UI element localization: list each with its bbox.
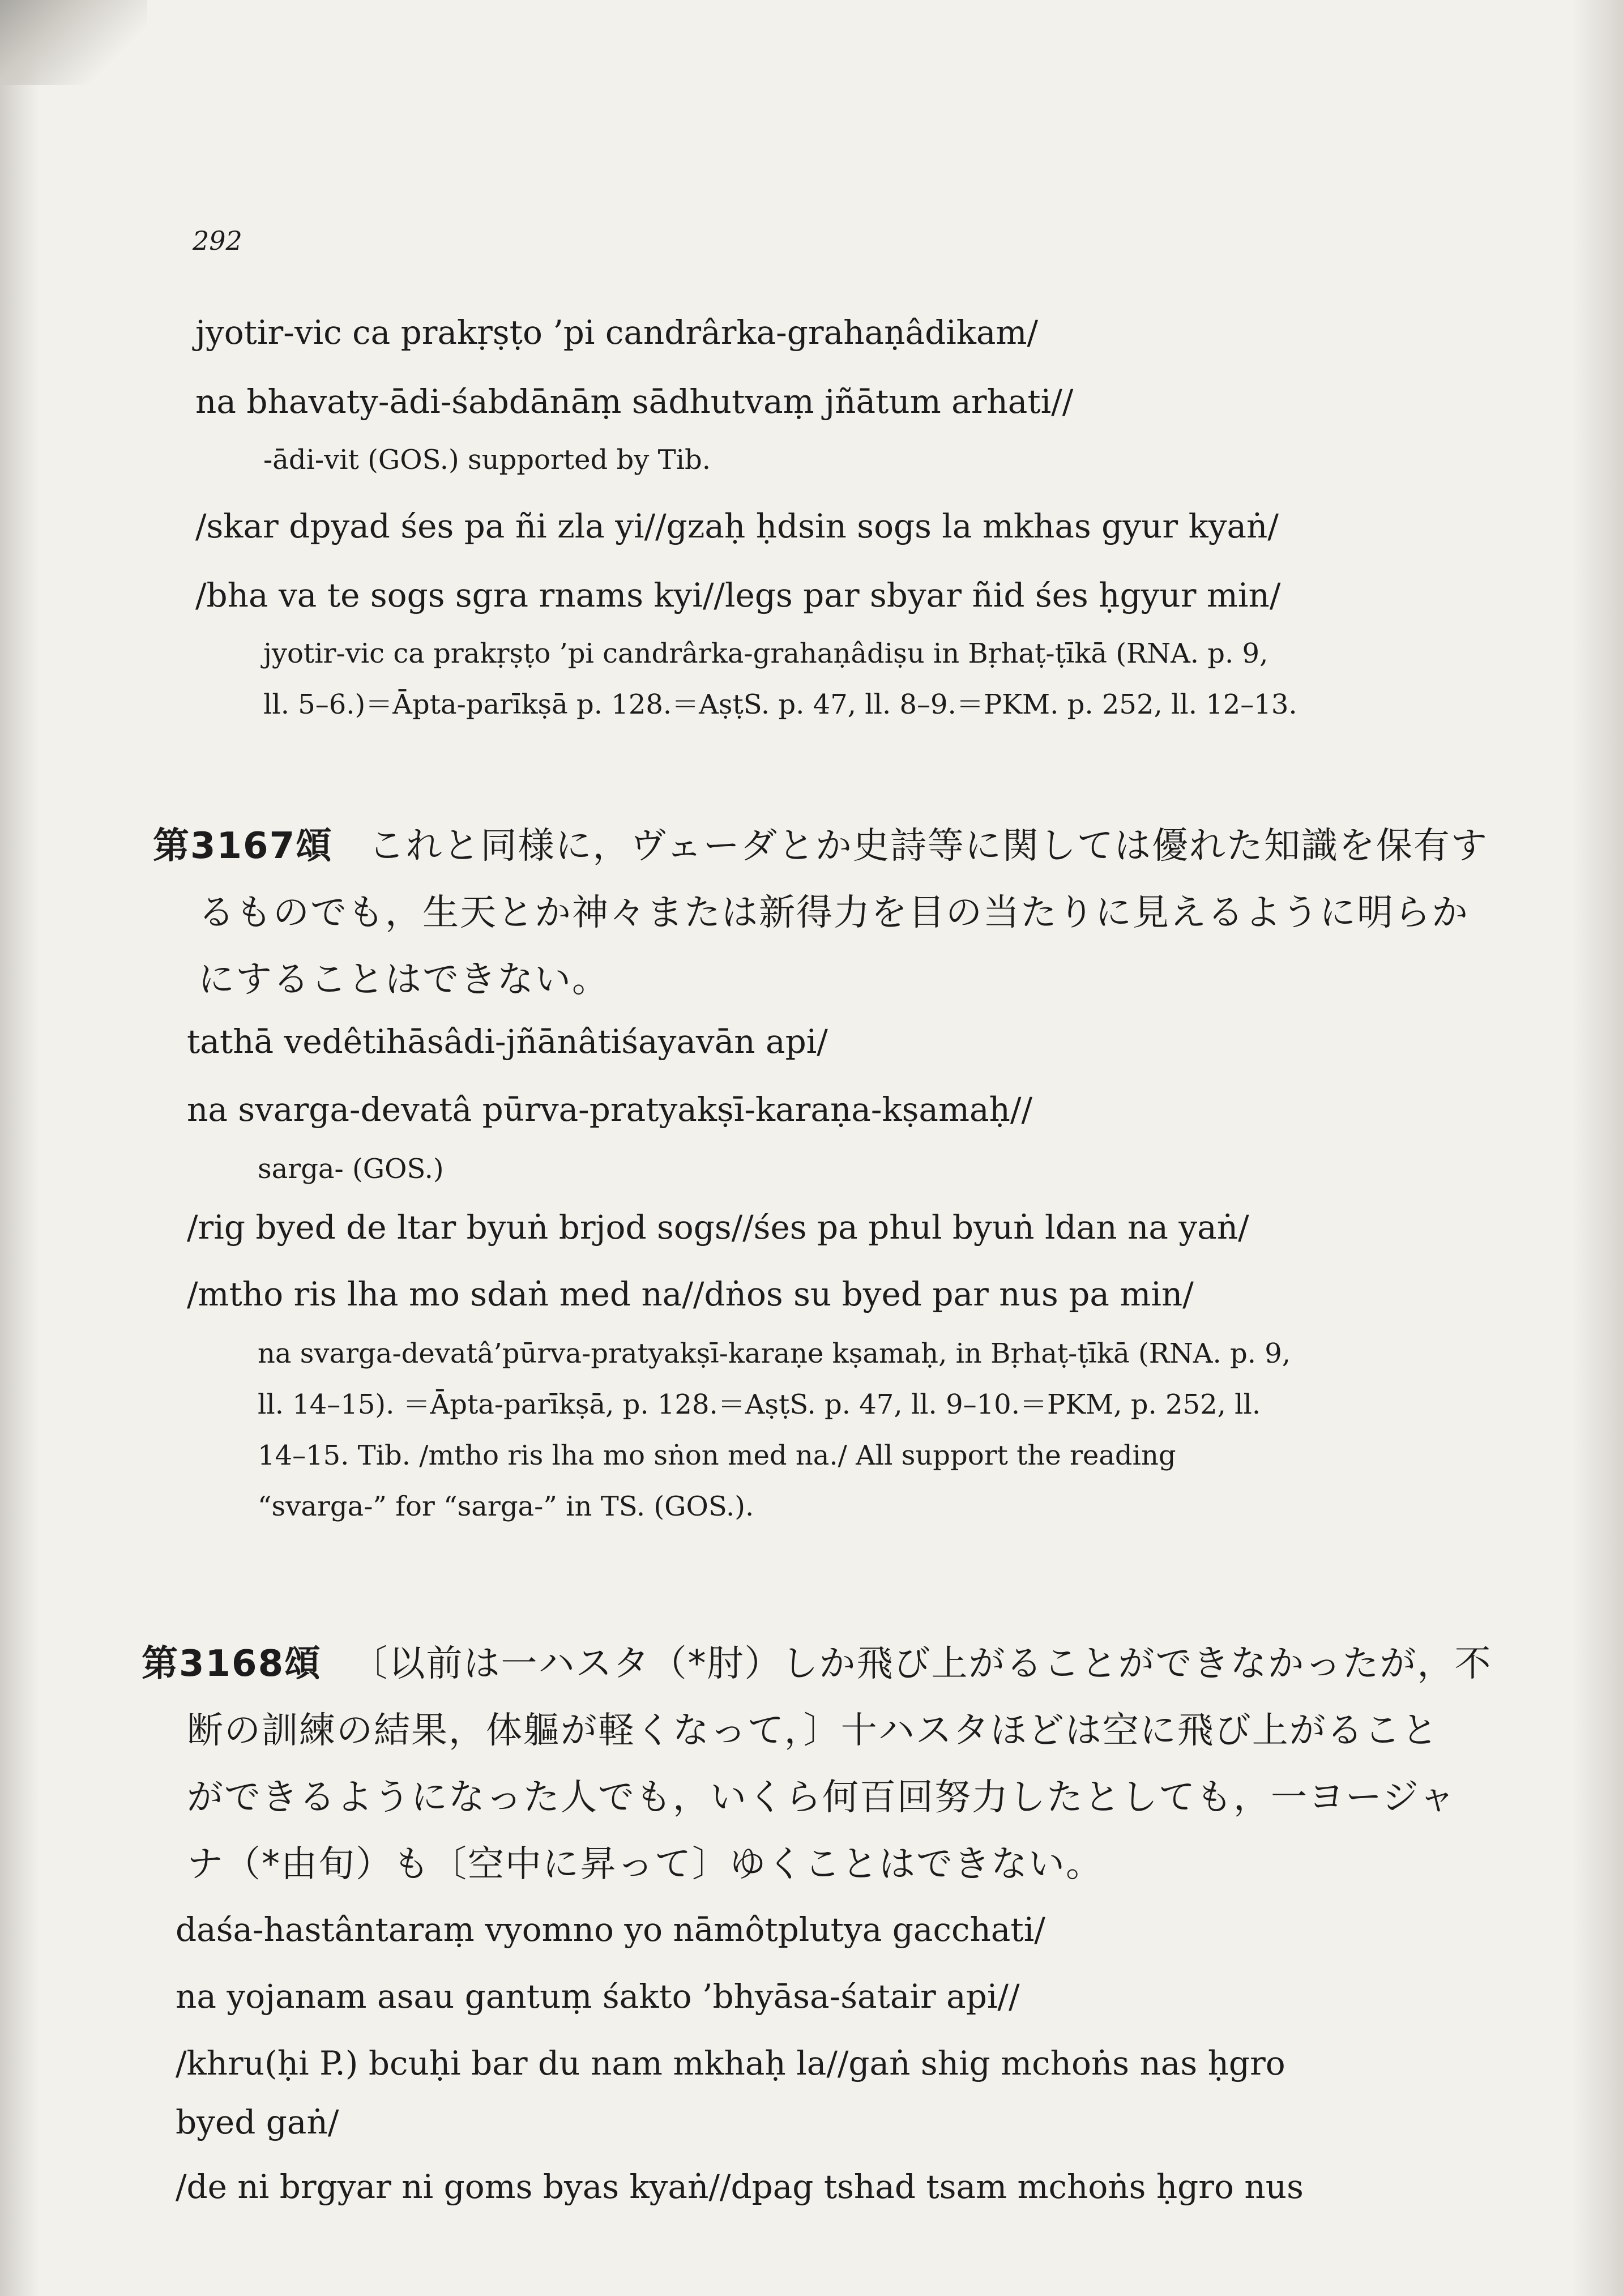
verse-3168-translation-line-1: 〔以前は一ハスタ（*肘）しか飛び上がることができなかったが，不 [351, 1643, 1492, 1685]
verse-3168-tibetan-line-2: byed gaṅ/ [176, 2103, 339, 2141]
sec1-reference-line-1: jyotir-vic ca prakṛṣṭo ’pi candrârka-grahaṇâdiṣu in Bṛhaṭ-ṭīkā (RNA. p. 9, [263, 638, 1268, 669]
verse-3167-reference-line-1: na svarga-devatâ’pūrva-pratyakṣī-karaṇe kṣamaḥ, in Bṛhaṭ-ṭīkā (RNA. p. 9, [258, 1338, 1291, 1369]
verse-3167-reference-line-4: “svarga-” for “sarga-” in TS. (GOS.). [258, 1491, 754, 1522]
verse-3167-heading [153, 825, 1488, 867]
verse-3167-sanskrit-line-2: na svarga-devatâ pūrva-pratyakṣī-karaṇa-kṣamaḥ// [187, 1090, 1032, 1129]
sec1-sanskrit-line-1: jyotir-vic ca prakṛṣṭo ’pi candrârka-grahaṇâdikam/ [195, 313, 1039, 352]
sec1-tibetan-line-2: /bha va te sogs sgra rnams kyi//legs par sbyar ñid śes ḥgyur min/ [195, 576, 1281, 614]
verse-3167-sanskrit-line-1: tathā vedêtihāsâdi-jñānâtiśayavān api/ [187, 1022, 828, 1061]
verse-3167-tibetan-line-2: /mtho ris lha mo sdaṅ med na//dṅos su byed par nus pa min/ [187, 1275, 1194, 1313]
scan-edge-left [0, 0, 40, 2296]
sec1-tibetan-line-1: /skar dpyad śes pa ñi zla yi//gzaḥ ḥdsin sogs la mkhas gyur kyaṅ/ [195, 507, 1279, 545]
verse-3167-reference-line-2: ll. 14–15). ＝Āpta-parīkṣā, p. 128.＝AṣṭS. p. 47, ll. 9–10.＝PKM, p. 252, ll. [258, 1389, 1261, 1420]
verse-3168-sanskrit-line-2: na yojanam asau gantuṃ śakto ’bhyāsa-śatair api// [176, 1977, 1020, 2016]
verse-3167-tibetan-line-1: /rig byed de ltar byuṅ brjod sogs//śes pa phul byuṅ ldan na yaṅ/ [187, 1208, 1249, 1247]
verse-3167-translation-line-3: にすることはできない。 [198, 959, 609, 1001]
verse-3168-heading [142, 1643, 1492, 1685]
scan-corner-shadow [0, 0, 147, 85]
verse-3167-variant-note: sarga- (GOS.) [258, 1153, 444, 1185]
verse-3168-translation-line-2: 断の訓練の結果，体軀が軽くなって，〕十ハスタほどは空に飛び上がること [187, 1710, 1439, 1752]
verse-3168-tibetan-line-1: /khru(ḥi P.) bcuḥi bar du nam mkhaḥ la//gaṅ shig mchoṅs nas ḥgro [176, 2044, 1285, 2082]
sec1-variant-note: -ādi-vit (GOS.) supported by Tib. [263, 444, 711, 476]
verse-3168-tibetan-line-3: /de ni brgyar ni goms byas kyaṅ//dpag tshad tsam mchoṅs ḥgro nus [176, 2167, 1304, 2206]
verse-3167-label: 第3167頌 [153, 825, 334, 867]
page-number: 292 [193, 225, 242, 256]
verse-3167-reference-line-3: 14–15. Tib. /mtho ris lha mo sṅon med na./ All support the reading [258, 1440, 1176, 1471]
verse-3168-translation-line-4: ナ（*由旬）も〔空中に昇って〕ゆくことはできない。 [187, 1843, 1103, 1885]
verse-3168-label: 第3168頌 [142, 1643, 322, 1685]
scan-edge-right [1572, 0, 1623, 2296]
sec1-reference-line-2: ll. 5–6.)＝Āpta-parīkṣā p. 128.＝AṣṭS. p. 47, ll. 8–9.＝PKM. p. 252, ll. 12–13. [263, 689, 1297, 720]
verse-3167-translation-line-1: これと同様に，ヴェーダとか史詩等に関しては優れた知識を保有す [368, 825, 1488, 867]
verse-3168-translation-line-3: ができるようになった人でも，いくら何百回努力したとしても，一ヨージャ [187, 1777, 1457, 1819]
verse-3167-translation-line-2: るものでも，生天とか神々または新得力を目の当たりに見えるように明らか [198, 892, 1469, 934]
sec1-sanskrit-line-2: na bhavaty-ādi-śabdānāṃ sādhutvaṃ jñātum arhati// [195, 382, 1074, 421]
verse-3168-sanskrit-line-1: daśa-hastântaraṃ vyomno yo nāmôtplutya gacchati/ [176, 1910, 1045, 1949]
